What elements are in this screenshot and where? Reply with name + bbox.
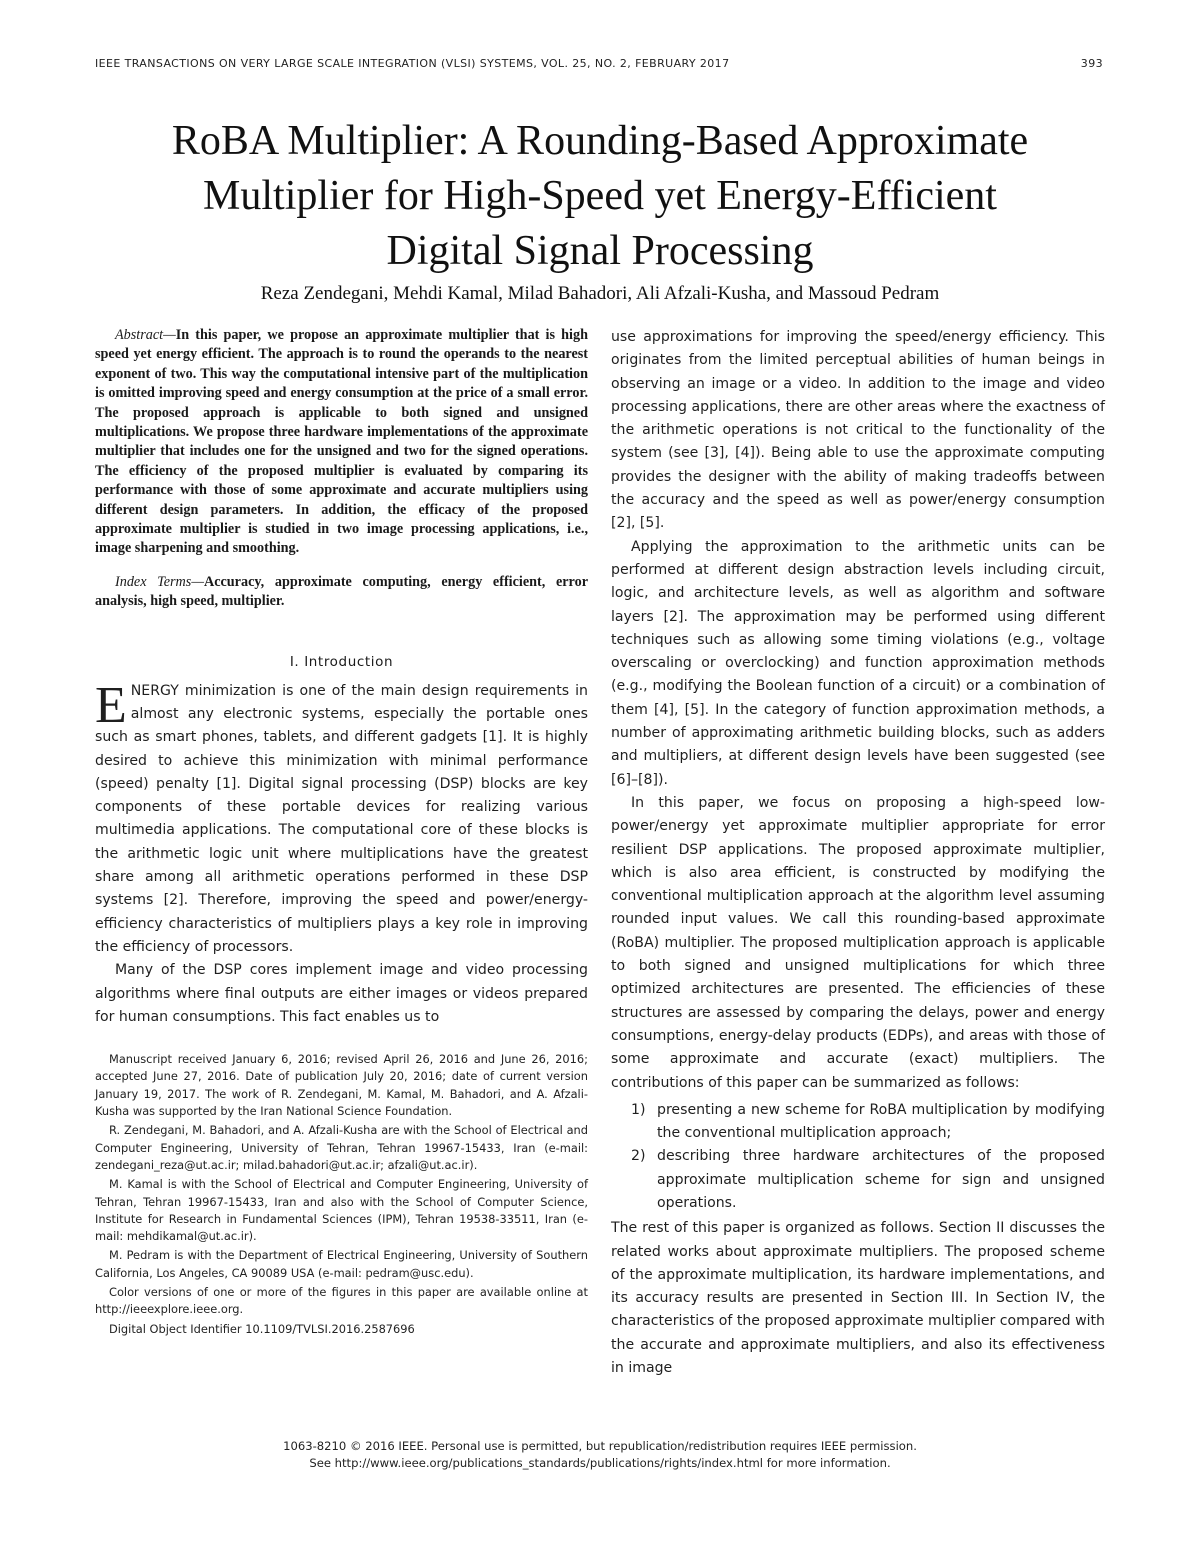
- footnotes: [95, 1051, 588, 1338]
- left-column: [95, 326, 588, 1340]
- abstract-text: In this paper, we propose an approximate multiplier that is high speed yet energy efficient. The approach is to round the operands to the nearest exponent of two. This way the computational intensive part of the multiplication is omitted improving speed and energy consumption at the price of a small error. The proposed approach is applicable to both signed and unsigned multiplications. We propose three hardware implementations of the approximate multiplier that includes one for the unsigned and two for the signed operations. The efficiency of the proposed multiplier is evaluated by comparing its performance with those of some approximate and accurate multipliers using different design parameters. In addition, the efficacy of the proposed approximate multiplier is studied in two image processing applications, i.e., image sharpening and smoothing.: [95, 327, 588, 557]
- index-terms-text: Accuracy, approximate computing, energy efficient, error analysis, high speed, multiplier.: [95, 573, 588, 610]
- footnote-manuscript: Manuscript received January 6, 2016; revised April 26, 2016 and June 26, 2016; accepted June 27, 2016. Date of publication July 20, 2016; date of current version January 19, 2017. The work of R. Zendegani, M. Kamal, M. Bahadori, and A. Afzali-Kusha was supported by the Iran National Science Foundation.: [95, 1052, 588, 1119]
- abstract: Abstract—In this paper, we propose an approximate multiplier that is high speed yet energy efficient. The approach is to round the operands to the nearest exponent of two. This way the computational intensive part of the multiplication is omitted improving speed and energy consumption at the price of a small error. The proposed approach is applicable to both signed and unsigned multiplications. We propose three hardware implementations of the approximate multiplier that includes one for the unsigned and two for the signed operations. The efficiency of the proposed multiplier is evaluated by comparing its performance with those of some approximate and accurate multipliers using different design parameters. In addition, the efficacy of the proposed approximate multiplier is studied in two image processing applications, i.e., image sharpening and smoothing.: [95, 327, 588, 557]
- drop-cap: E: [95, 676, 127, 734]
- page-number: 393: [1080, 57, 1103, 70]
- index-terms-label: Index Terms: [115, 573, 192, 590]
- title-line-3: Digital Signal Processing: [386, 228, 814, 274]
- footnote-doi: Digital Object Identifier 10.1109/TVLSI.2016.2587696: [109, 1321, 415, 1336]
- list-item: 1) presenting a new scheme for RoBA multiplication by modifying the conventional multiplication approach;: [631, 1101, 1105, 1142]
- copyright-line-1: 1063-8210 © 2016 IEEE. Personal use is permitted, but republication/redistribution requires IEEE permission.: [283, 1439, 917, 1453]
- list-item: 2) describing three hardware architectures of the proposed approximate multiplication scheme for sign and unsigned operations.: [631, 1148, 1105, 1211]
- author-list: Reza Zendegani, Mehdi Kamal, Milad Bahadori, Ali Afzali-Kusha, and Massoud Pedram: [260, 283, 940, 304]
- footnote-affiliation-1: R. Zendegani, M. Bahadori, and A. Afzali-Kusha are with the School of Electrical and Computer Engineering, University of Tehran, Tehran 19967-15433, Iran (e-mail: zendegani_reza@ut.ac.ir; milad.bahadori@ut.ac.ir; afzali@ut.ac.ir).: [95, 1123, 588, 1172]
- copyright-footer: [60, 1438, 1140, 1472]
- intro-paragraph-4: In this paper, we focus on proposing a high-speed low-power/energy yet approximate multiplier appropriate for error resilient DSP applications. The proposed approximate multiplier, which is also area efficient, is constructed by modifying the conventional multiplication approach at the algorithm level assuming rounded input values. We call this rounding-based approximate (RoBA) multiplier. The proposed multiplication approach is applicable to both signed and unsigned multiplications for which three optimized architectures are presented. The efficiencies of these structures are assessed by comparing the delays, power and energy consumptions, energy-delay products (EDPs), and areas with those of some approximate and accurate (exact) multipliers. The contributions of this paper can be summarized as follows:: [611, 794, 1105, 1091]
- index-terms: Index Terms—Accuracy, approximate computing, energy efficient, error analysis, high speed, multiplier.: [95, 573, 588, 610]
- footnote-affiliation-2: M. Kamal is with the School of Electrical and Computer Engineering, University of Tehran, Tehran 19967-15433, Iran and also with the School of Computer Science, Institute for Research in Fundamental Sciences (IPM), Tehran 19538-33511, Iran (e-mail: mehdikamal@ut.ac.ir).: [95, 1177, 588, 1244]
- copyright-line-2: See http://www.ieee.org/publications_standards/publications/rights/index.html for more information.: [309, 1456, 891, 1470]
- contribution-list: [611, 1099, 1105, 1215]
- paper-title: [60, 114, 1140, 279]
- abstract-label: Abstract: [115, 327, 164, 343]
- footnote-color: Color versions of one or more of the figures in this paper are available online at http://ieeexplore.ieee.org.: [95, 1285, 588, 1317]
- intro-paragraph-1: ENERGY minimization is one of the main design requirements in almost any electronic systems, especially the portable ones such as smart phones, tablets, and different gadgets [1]. It is highly desired to achieve this minimization with minimal performance (speed) penalty [1]. Digital signal processing (DSP) blocks are key components of these portable devices for realizing various multimedia applications. The computational core of these blocks is the arithmetic logic unit where multiplications have the greatest share among all arithmetic operations performed in these DSP systems [2]. Therefore, improving the speed and power/energy-efficiency characteristics of multipliers plays a key role in improving the efficiency of processors.: [95, 676, 588, 955]
- title-line-2: Multiplier for High-Speed yet Energy-Efficient: [203, 173, 997, 219]
- footnote-affiliation-3: M. Pedram is with the Department of Electrical Engineering, University of Southern California, Los Angeles, CA 90089 USA (e-mail: pedram@usc.edu).: [95, 1248, 588, 1280]
- section-heading-introduction: I. Introduction: [289, 653, 394, 670]
- right-column: [611, 326, 1105, 1380]
- running-head: [95, 57, 1103, 77]
- intro-paragraph-5: The rest of this paper is organized as follows. Section II discusses the related works about approximate multipliers. The proposed scheme of the approximate multiplication, its hardware implementations, and its accuracy results are presented in Section III. In Section IV, the characteristics of the proposed approximate multiplier compared with the accurate and approximate multipliers, and also its effectiveness in image: [611, 1220, 1105, 1377]
- journal-title: IEEE TRANSACTIONS ON VERY LARGE SCALE INTEGRATION (VLSI) SYSTEMS, VOL. 25, NO. 2, FEBRUARY 2017: [95, 57, 730, 70]
- title-line-1: RoBA Multiplier: A Rounding-Based Approximate: [171, 118, 1029, 164]
- intro-paragraph-2-continued: use approximations for improving the speed/energy efficiency. This originates from the limited perceptual abilities of human beings in observing an image or a video. In addition to the image and video processing applications, there are other areas where the exactness of the arithmetic operations is not critical to the functionality of the system (see [3], [4]). Being able to use the approximate computing provides the designer with the ability of making tradeoffs between the accuracy and the speed as well as power/energy consumption [2], [5].: [611, 329, 1105, 532]
- intro-paragraph-3: Applying the approximation to the arithmetic units can be performed at different design abstraction levels including circuit, logic, and architecture levels, as well as algorithm and software layers [2]. The approximation may be performed using different techniques such as allowing some timing violations (e.g., voltage overscaling or overclocking) and function approximation methods (e.g., modifying the Boolean function of a circuit) or a combination of them [4], [5]. In the category of function approximation methods, a number of approximating arithmetic building blocks, such as adders and multipliers, at different design levels have been suggested (see [6]–[8]).: [611, 538, 1105, 788]
- intro-paragraph-2: Many of the DSP cores implement image and video processing algorithms where final outputs are either images or videos prepared for human consumptions. This fact enables us to: [95, 962, 588, 1025]
